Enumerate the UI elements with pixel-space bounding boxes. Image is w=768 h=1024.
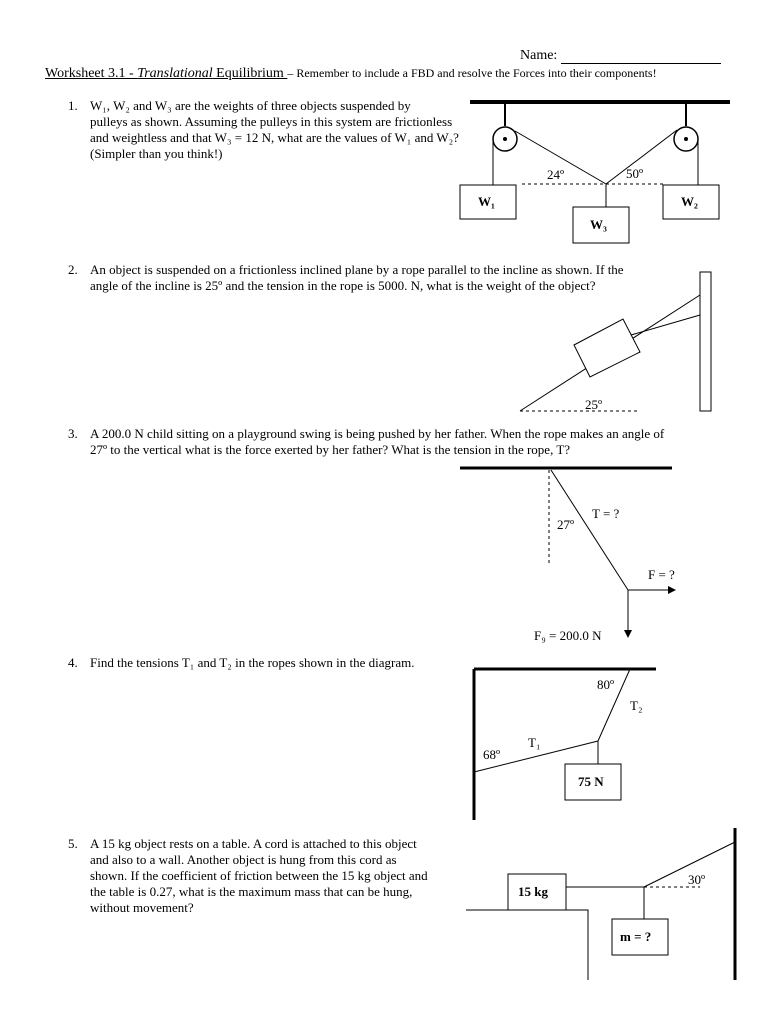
weight-label: W₃ xyxy=(590,217,607,232)
hanging-mass-label: m = ? xyxy=(620,929,652,944)
tension-label: T = ? xyxy=(592,506,620,521)
angle-label: 68º xyxy=(483,747,501,762)
weight-label: 75 N xyxy=(578,774,604,789)
question-line: W₁, W₂ and W₃ are the weights of three objects suspended by xyxy=(90,98,411,113)
angle-label: 80º xyxy=(597,677,615,692)
force-label: F = ? xyxy=(648,567,675,582)
question-number: 3. xyxy=(68,426,78,441)
diagram-4 xyxy=(474,669,656,820)
diagram-1 xyxy=(460,102,730,243)
title-prefix: Worksheet 3.1 - xyxy=(45,66,138,81)
question-line: and also to a wall. Another object is hung from this cord as xyxy=(90,852,397,867)
question-line: A 200.0 N child sitting on a playground swing is being pushed by her father. When the rope makes an angle of xyxy=(90,426,665,441)
rope-to-wall xyxy=(631,315,700,335)
tension-label: T₂ xyxy=(630,698,643,713)
title-suffix: Equilibrium xyxy=(212,66,288,81)
angle-label: 24º xyxy=(547,167,565,182)
wall xyxy=(700,272,711,411)
pulley-left-axle xyxy=(503,137,507,141)
angle-label: 30º xyxy=(688,872,706,887)
question-line: 27º to the vertical what is the force exerted by her father? What is the tension in the rope, T? xyxy=(90,442,571,457)
weight-label: W₁ xyxy=(478,194,495,209)
question-number: 2. xyxy=(68,262,78,277)
question-line: A 15 kg object rests on a table. A cord is attached to this object xyxy=(90,836,417,851)
arrow-right-icon xyxy=(668,586,676,594)
name-label: Name: xyxy=(520,48,558,63)
block-label: 15 kg xyxy=(518,884,548,899)
question-line: (Simpler than you think!) xyxy=(90,146,223,161)
question-line: pulleys as shown. Assuming the pulleys in this system are frictionless xyxy=(90,114,453,129)
question-line: Find the tensions T₁ and T₂ in the ropes shown in the diagram. xyxy=(90,655,415,670)
title-italic: Translational xyxy=(137,66,213,81)
weight-label: F₉ = 200.0 N xyxy=(534,628,602,643)
question-line: without movement? xyxy=(90,900,194,915)
diagram-3 xyxy=(460,468,676,643)
pulley-right-axle xyxy=(684,137,688,141)
question-line: and weightless and that W₃ = 12 N, what are the values of W₁ and W₂? xyxy=(90,130,459,145)
angle-label: 50º xyxy=(626,166,644,181)
tension-label: T₁ xyxy=(528,735,541,750)
table xyxy=(466,910,588,980)
title-note: – Remember to include a FBD and resolve the Forces into their components! xyxy=(287,66,657,80)
question-line: angle of the incline is 25º and the tension in the rope is 5000. N, what is the weight of the object? xyxy=(90,278,596,293)
question-line: the table is 0.27, what is the maximum mass that can be hung, xyxy=(90,884,413,899)
weight-label: W₂ xyxy=(681,194,698,209)
angle-label: 25º xyxy=(585,397,603,412)
question-number: 1. xyxy=(68,98,78,113)
question-number: 4. xyxy=(68,655,78,670)
question-line: An object is suspended on a frictionless inclined plane by a rope parallel to the incline as shown. If the xyxy=(90,262,624,277)
question-number: 5. xyxy=(68,836,78,851)
block-on-incline xyxy=(574,319,640,377)
angle-label: 27º xyxy=(557,517,575,532)
question-line: shown. If the coefficient of friction between the 15 kg object and xyxy=(90,868,428,883)
diagram-5 xyxy=(466,828,735,980)
arrow-down-icon xyxy=(624,630,632,638)
